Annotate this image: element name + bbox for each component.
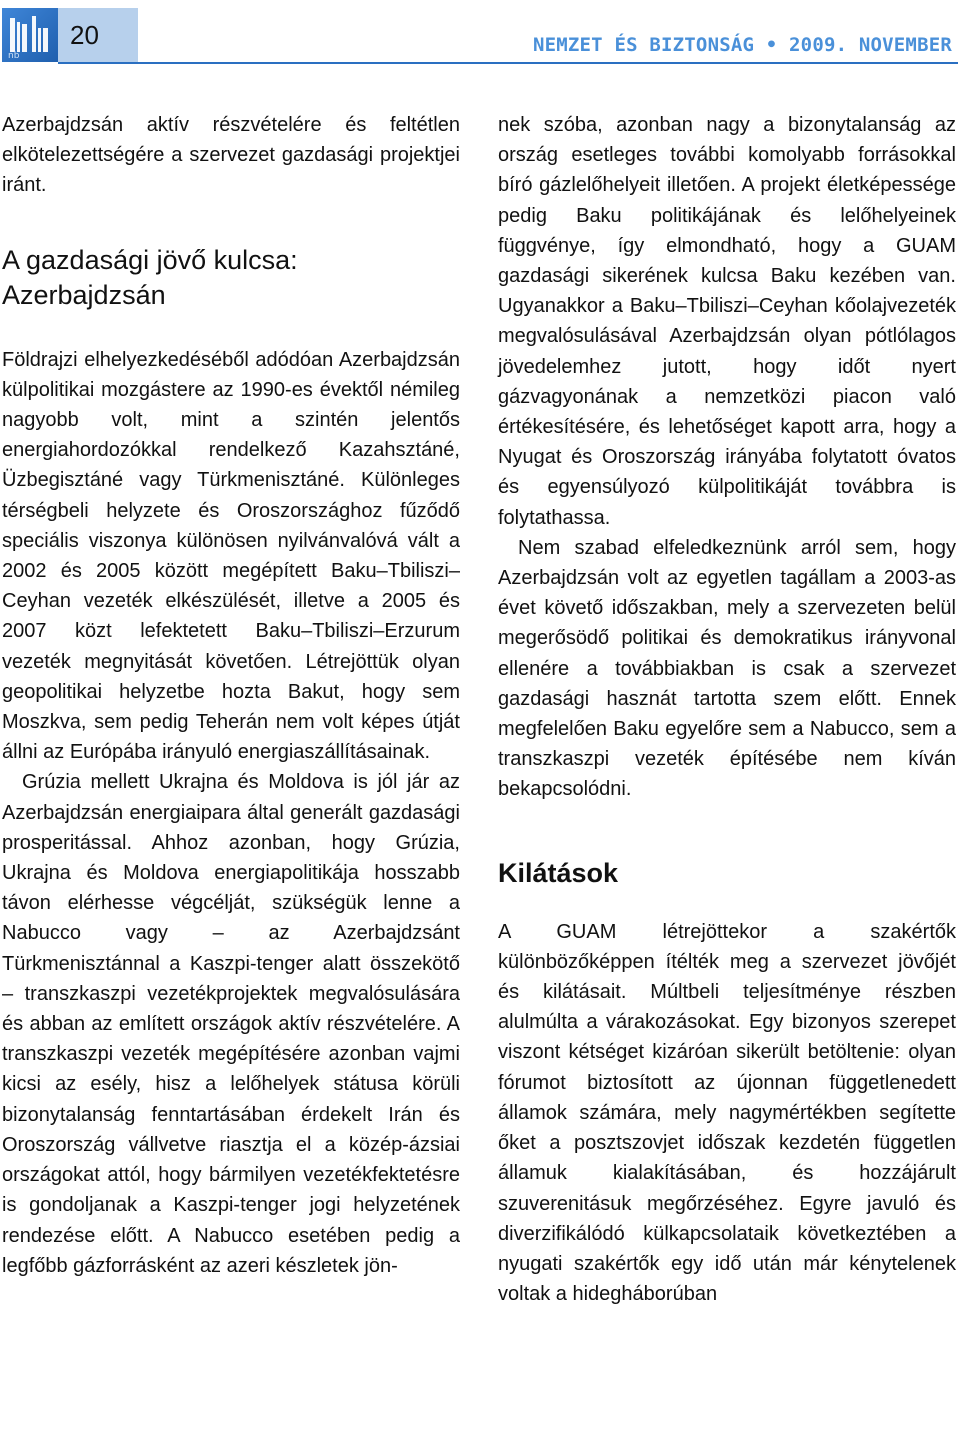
paragraph: Grúzia mellett Ukrajna és Moldova is jól jár az Azerbajdzsán energiaipara által generált gazdasági prosperitással. Ahhoz azonban, hogy Grúzia, Ukrajna és Moldova energiapolitikája hosszabb távon elérhesse végcélját, szükségük lenne a Nabucco vagy – az Azerbajdzsánt Türkmenisztánnal a Kaszpi-tenger alatt összekötő – transzkaszpi vezetékprojektek megvalósulására és abban az említett országok aktív részvételére. A transzkaszpi vezeték megépítésére azonban vajmi kicsi az esély, hisz a lelőhelyek státusa körüli bizonytalanság fenntartásában érdekelt Irán és Oroszország vállvetve riasztja el a közép-ázsiai országokat attól, hogy bármilyen vezetékfektetésre is gondoljanak a Kaszpi-tenger jogi helyzetének rendezése előtt. A Nabucco esetében pedig a legfőbb gázforrásként az azeri készletek jön- [2,771,460,1277]
section-heading-economic-future: A gazdasági jövő kulcsa: Azerbajdzsán [2,244,298,310]
paragraph: Nem szabad elfeledkeznünk arról sem, hogy Azerbajdzsán volt az egyetlen tagállam a 2003-as évet követő időszakban, mely a szervezeten belül megerősödő politikai és demokratikus irányvonal ellenére a továbbiakban is csak a szervezet gazdasági hasznát tartotta szem előtt. Ennek megfelelően Baku egyelőre sem a Nabucco, sem a transzkaszpi vezeték építésébe nem kíván bekapcsolódni. [498,536,956,801]
intro-paragraph: Azerbajdzsán aktív részvételére és feltétlen elkötelezettségére a szervezet gazdasági projektjei iránt. [2,114,460,197]
page-header [0,0,960,64]
header-rule [58,62,958,64]
right-column [498,110,956,1309]
journal-logo [2,8,58,62]
section-heading-outlook: Kilátások [498,857,619,888]
left-column [2,110,460,1281]
paragraph: Földrajzi elhelyezkedéséből adódóan Azerbajdzsán külpolitikai mozgástere az 1990-es évektől némileg nagyobb volt, mint a szintén jelentős energiahordozókkal rendelkező Kazahsztáné, Üzbegisztáné vagy Türkmenisztáné. Különleges térségbeli helyzete és Oroszországhoz fűződő speciális viszonya különösen nyilvánvalóvá vált a 2002 és 2005 között megépített Baku–Tbiliszi–Ceyhan vezeték elkészülését, illetve a 2005 és 2007 közt lefektetett Baku–Tbiliszi–Erzurum vezeték megnyitását követően. Létrejöttük olyan geopolitikai helyzetbe hozta Bakut, hogy sem Moszkva, sem pedig Teherán nem volt képes útját állni az Európába irányuló energiaszállításainak. [2,348,460,764]
paragraph: nek szóba, azonban nagy a bizonytalanság az ország esetleges további komolyabb forrásokkal bíró gázlelőhelyeit illetően. A projekt életképessége pedig Baku politikájának és lelőhelyeinek függvénye, így elmondható, hogy a GUAM gazdasági sikerének kulcsa Baku kezében van. Ugyanakkor a Baku–Tbiliszi–Ceyhan kőolajvezeték megvalósulásával Azerbajdzsán olyan pótlólagos jövedelemhez jutott, hogy időt nyert gázvagyonának a nemzetközi piacon való értékesítésére, és lehetőséget kapott arra, hogy a Nyugat és Oroszország irányába folytatott óvatos és egyensúlyozó külpolitikáját továbbra is folytathassa. [498,114,956,529]
nb-logo-icon [2,8,58,62]
paragraph: A GUAM létrejöttekor a szakértők különbözőképpen ítélték meg a szervezet jövőjét és kilátásait. Múltbeli teljesítménye részben alulmúlta a várakozásokat. Egy bizonyos szerepet viszont kétséget kizáróan sikerült betöltenie: olyan fórumot biztosított az újonnan függetlenedett államok számára, mely nagymértékben segítette őket a posztszovjet időszak kezdetén független államuk kialakításában, és hozzájárult szuverenitásuk megőrzéséhez. Egyre javuló és diverzifikálódó külkapcsolataik következtében a nyugati szakértők egy idő után már kénytelenek voltak a hidegháborúban [498,920,956,1306]
running-head: NEMZET ÉS BIZTONSÁG • 2009. NOVEMBER [532,34,952,56]
page-number: 20 [58,8,138,62]
logo-text: nb [8,51,20,61]
